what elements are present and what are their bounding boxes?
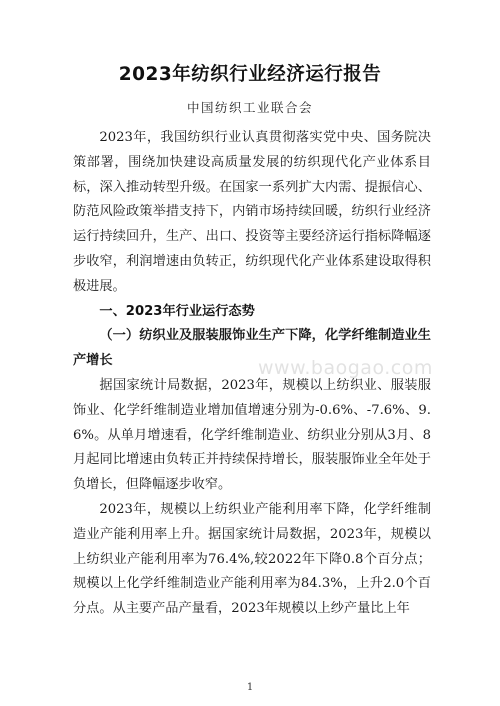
paragraph-capacity: 2023年，规模以上纺织业产能利用率下降，化学纤维制造业产能利用率上升。据国家统计局数据，2023年，规模以上纺织业产能利用率为76.4%,较2022年下降0.8个百分点；规模以上化学纤维制造业产能利用率为84.3%，上升2.0个百分点。从主要产品产量看，2023年规模以上纱产量比上年 [73,501,431,617]
subsection-heading: （一）纺织业及服装服饰业生产下降，化学纤维制造业生产增长 [73,328,431,369]
document-body [73,126,431,622]
paragraph-production: 据国家统计局数据，2023年，规模以上纺织业、服装服饰业、化学纤维制造业增加值增速分别为-0.6%、-7.6%、9.6%。从单月增速看，化学纤维制造业、纺织业分别从3月、8月起同比增速由负转正并持续保持增长，服装服饰业全年处于负增长，但降幅逐步收窄。 [73,377,431,493]
section-heading: 一、2023年行业运行态势 [99,303,255,319]
document-organization: 中国纺织工业联合会 [186,100,313,115]
watermark: www.baogao.com [258,357,433,379]
intro-paragraph: 2023年，我国纺织行业认真贯彻落实党中央、国务院决策部署，围绕加快建设高质量发展的纺织现代化产业体系目标，深入推动转型升级。在国家一系列扩大内需、提振信心、防范风险政策举措支持下，内销市场持续回暖，纺织行业经济运行持续回升，生产、出口、投资等主要经济运行指标降幅逐步收窄，利润增速由负转正，纺织现代化产业体系建设取得积极进展。 [73,130,431,294]
page-number: 1 [246,682,254,693]
document-title: 2023年纺织行业经济运行报告 [118,64,382,85]
